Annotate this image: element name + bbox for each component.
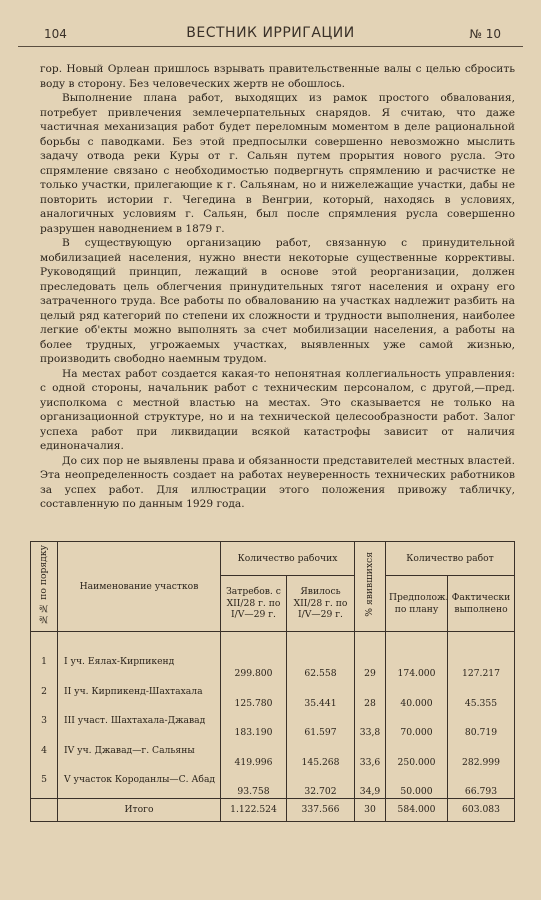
total-num <box>31 798 58 822</box>
table-row <box>31 739 515 769</box>
row-percent: 28 <box>355 680 386 710</box>
row-planned: 50.000 <box>386 768 448 798</box>
row-planned: 40.000 <box>386 680 448 710</box>
paragraph: На местах работ создается какая-то непонятная коллегиальность управления: с одной стороны, начальник работ с техническим персоналом, с другой,—пред. уисполкома с местной властью на местах. Это сказывается не только на организационной структуре, но и на технической целесообразности работ. Залог успеха работ при ликвидации всякой катастрофы зависит от наличия единоначалия. <box>40 367 515 452</box>
row-num: 4 <box>31 739 58 769</box>
row-num: 5 <box>31 768 58 798</box>
total-label: Итого <box>58 798 221 822</box>
row-requested: 93.758 <box>221 768 287 798</box>
row-num: 1 <box>31 632 58 680</box>
table-row <box>31 680 515 710</box>
row-actual: 80.719 <box>448 709 515 739</box>
journal-title: ВЕСТНИК ИРРИГАЦИИ <box>186 25 355 41</box>
col-header-num: №№ по порядку <box>31 542 58 632</box>
row-percent: 29 <box>355 632 386 680</box>
total-actual: 603.083 <box>448 798 515 822</box>
table-total-row <box>31 798 515 822</box>
total-planned: 584.000 <box>386 798 448 822</box>
row-percent: 33,6 <box>355 739 386 769</box>
row-name: V участок Короданлы—С. Абад <box>58 768 221 798</box>
running-header <box>18 24 523 47</box>
page-number: 104 <box>44 27 67 41</box>
row-name: IV уч. Джавад—г. Сальяны <box>58 739 221 769</box>
row-actual: 127.217 <box>448 632 515 680</box>
row-percent: 34,9 <box>355 768 386 798</box>
paragraph: В существующую организацию работ, связанную с принудительной мобилизацией населения, нужно внести некоторые существенные коррективы. Руководящий принцип, лежащий в основе этой реорганизации, должен преследовать цель облегчения принудительных тягот населения и охрану его затраченного труда. Все работы по обвалованию на участках надлежит разбить на целый ряд категорий по степени их сложности и трудности выполнения, наиболее легкие об'екты можно выполнять за счет мобилизации населения, а работы на более трудных, угрожаемых участках, выявленных уже самой жизнью, производить свободно наемным трудом. <box>40 237 515 365</box>
data-table <box>30 541 515 822</box>
article-body <box>40 62 515 512</box>
row-actual: 45.355 <box>448 680 515 710</box>
col-header-percent: % явившихся <box>355 542 386 632</box>
row-num: 3 <box>31 709 58 739</box>
row-planned: 70.000 <box>386 709 448 739</box>
row-planned: 174.000 <box>386 632 448 680</box>
row-appeared: 32.702 <box>287 768 355 798</box>
row-num: 2 <box>31 680 58 710</box>
row-requested: 125.780 <box>221 680 287 710</box>
row-name: III участ. Шахтахала-Джавад <box>58 709 221 739</box>
col-header-appeared: Явилось XII/28 г. по I/V—29 г. <box>287 576 355 632</box>
col-group-workers: Количество рабочих <box>221 542 355 576</box>
row-percent: 33,8 <box>355 709 386 739</box>
row-actual: 282.999 <box>448 739 515 769</box>
row-requested: 183.190 <box>221 709 287 739</box>
row-planned: 250.000 <box>386 739 448 769</box>
paragraph: До сих пор не выявлены права и обязанности представителей местных властей. Эта неопределенность создает на работах неуверенность технических работников за успех работ. Для иллюстрации этого положения привожу табличку, составленную по данным 1929 года. <box>40 454 515 510</box>
issue-number: № 10 <box>469 27 501 41</box>
paragraph: гор. Новый Орлеан пришлось взрывать правительственные валы с целью сбросить воду в сторону. Без человеческих жертв не обошлось. <box>40 63 515 90</box>
col-header-actual: Фактически выполнено <box>448 576 515 632</box>
table-row <box>31 768 515 798</box>
total-percent: 30 <box>355 798 386 822</box>
row-appeared: 35.441 <box>287 680 355 710</box>
row-appeared: 61.597 <box>287 709 355 739</box>
table-row <box>31 632 515 680</box>
col-header-planned: Предполож. по плану <box>386 576 448 632</box>
col-header-requested: Затребов. с XII/28 г. по I/V—29 г. <box>221 576 287 632</box>
row-name: II уч. Кирпикенд-Шахтахала <box>58 680 221 710</box>
col-group-works: Количество работ <box>386 542 515 576</box>
row-requested: 419.996 <box>221 739 287 769</box>
col-header-name: Наименование участков <box>58 542 221 632</box>
table-row <box>31 709 515 739</box>
row-requested: 299.800 <box>221 632 287 680</box>
paragraph: Выполнение плана работ, выходящих из рамок простого обвалования, потребует привлечения землечерпательных снарядов. Я считаю, что даже частичная механизация работ будет переломным моментом в деле рациональной борьбы с паводками. Без этой предпосылки совершенно невозможно мыслить задачу отвода реки Куры от г. Сальян путем прорытия нового русла. Это спрямление связано с необходимостью подвергнуть спрямлению и расчистке не только участки, прилегающие к г. Сальянам, но и нижележащие участки, дабы не повторить истории г. Чегедина в Венгрии, который, находясь в условиях, аналогичных условиям г. Сальян, был после спрямления русла совершенно разрушен наводнением в 1879 г. <box>40 92 515 235</box>
row-appeared: 62.558 <box>287 632 355 680</box>
row-name: I уч. Еялах-Кирпикенд <box>58 632 221 680</box>
total-requested: 1.122.524 <box>221 798 287 822</box>
row-actual: 66.793 <box>448 768 515 798</box>
total-appeared: 337.566 <box>287 798 355 822</box>
row-appeared: 145.268 <box>287 739 355 769</box>
